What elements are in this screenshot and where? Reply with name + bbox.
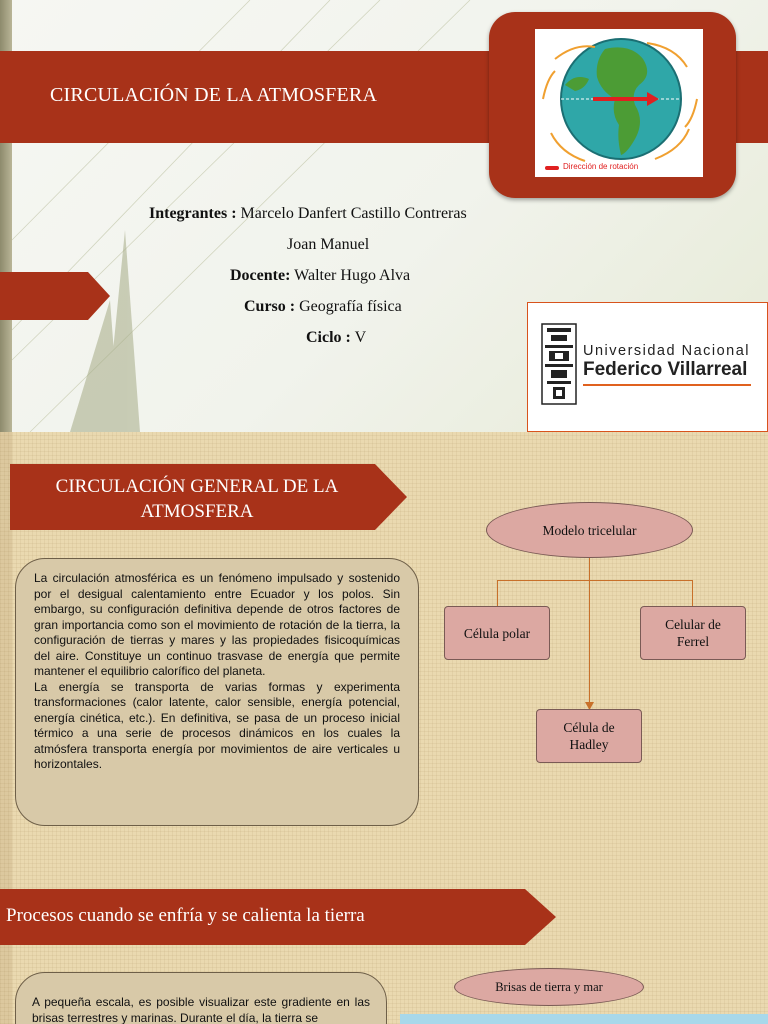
section-title: Procesos cuando se enfría y se calienta la tierra xyxy=(6,905,365,926)
section-title: CIRCULACIÓN GENERAL DE LA ATMOSFERA xyxy=(55,476,339,522)
description-paragraph-2: La energía se transporta de varias formas y experimenta transformaciones (calor latente, calor sensible, energía potencial, energía cinética, etc.). En definitiva, se pasa de un proceso inicial térmico a una serie de procesos dinámicos en los cuales la atmósfera transporta energía por movimientos de aire verticales u horizontales. xyxy=(34,679,400,771)
slide-procesos xyxy=(0,864,768,1024)
connector-bottom xyxy=(589,580,590,704)
node-celula-polar: Célula polar xyxy=(444,606,550,660)
description-box xyxy=(15,558,419,826)
arrow-tab xyxy=(0,272,110,320)
description-box xyxy=(15,972,387,1024)
slide-title-text: CIRCULACIÓN DE LA ATMOSFERA xyxy=(50,84,378,106)
university-seal-icon xyxy=(541,323,577,405)
connector-horizontal xyxy=(497,580,693,581)
partial-box xyxy=(400,1014,768,1024)
globe-caption: Dirección de rotación xyxy=(563,162,639,171)
university-rule xyxy=(583,384,751,386)
node-modelo-tricelular: Modelo tricelular xyxy=(486,502,693,558)
info-integrantes: Integrantes : Marcelo Danfert Castillo Contreras xyxy=(149,205,467,222)
slide-title xyxy=(0,0,768,432)
node-brisas: Brisas de tierra y mar xyxy=(454,968,644,1006)
slide-circulacion-general xyxy=(0,432,768,864)
connector-right xyxy=(692,580,693,606)
connector-root xyxy=(589,557,590,581)
node-celula-hadley: Célula de Hadley xyxy=(536,709,642,763)
info-docente: Docente: Walter Hugo Alva xyxy=(230,267,411,284)
info-integrante-2: Joan Manuel xyxy=(287,236,370,253)
description-paragraph: A pequeña escala, es posible visualizar este gradiente en las brisas terrestres y marinas. Durante el día, la tierra se xyxy=(32,995,370,1024)
globe-icon xyxy=(535,29,703,177)
connector-left xyxy=(497,580,498,606)
info-curso: Curso : Geografía física xyxy=(244,298,402,315)
university-name-line1: Universidad Nacional xyxy=(583,343,751,359)
info-ciclo: Ciclo : V xyxy=(306,329,367,346)
description-paragraph-1: La circulación atmosférica es un fenómeno impulsado y sostenido por el desigual calentamiento entre Ecuador y los polos. Sin embargo, su configuración definitiva depende de otros factores de gran importancia como son el movimiento de rotación de la tierra, la configuración de tierras y mares y las propiedades fisicoquímicas del aire. Constituye un continuo trasvase de energía que permite mantener el equilibrio calorífico del planeta. xyxy=(34,571,400,678)
node-celula-ferrel: Celular de Ferrel xyxy=(640,606,746,660)
university-name-line2: Federico Villarreal xyxy=(583,359,748,380)
globe-image xyxy=(535,29,703,177)
